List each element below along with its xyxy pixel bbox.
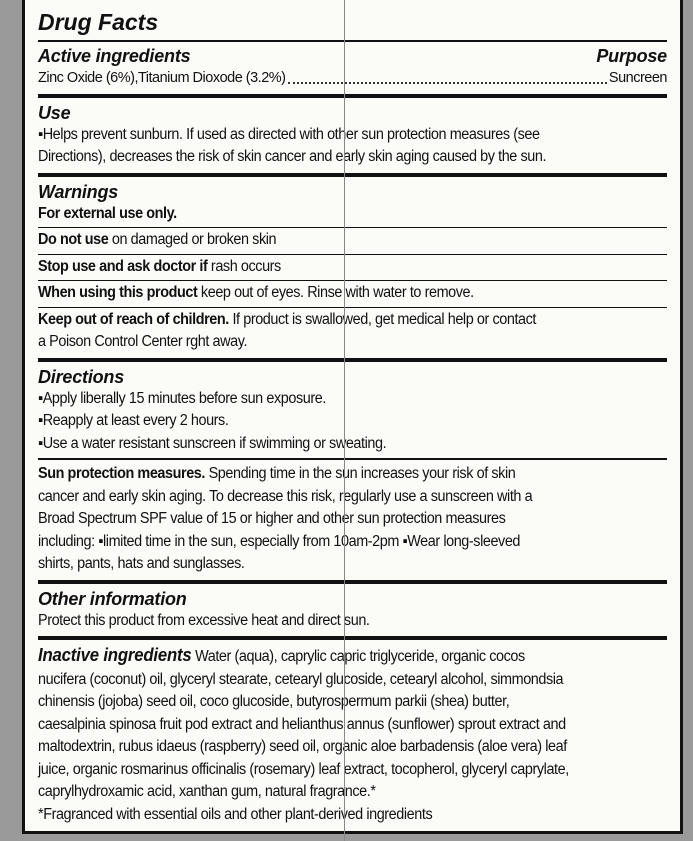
drug-facts-panel — [22, 0, 683, 834]
divider — [38, 227, 667, 228]
inactive-heading: Inactive ingredients — [38, 645, 192, 665]
sun-line: including: ▪limited time in the sun, especially from 10am-2pm ▪Wear long-sleeved — [38, 532, 521, 550]
active-ingredient: Zinc Oxide (6%),Titanium Dioxode (3.2%) — [38, 70, 286, 86]
divider — [38, 307, 667, 308]
warnings-heading: Warnings — [38, 181, 119, 202]
direction-item: ▪Reapply at least every 2 hours. — [38, 412, 229, 429]
dot-leader — [288, 67, 607, 84]
divider — [38, 358, 667, 362]
divider — [38, 94, 667, 98]
when-using — [38, 282, 623, 305]
label: Sun protection measures. — [38, 465, 205, 482]
inactive-line: juice, organic rosmarinus officinalis (rosemary) leaf extract, tocopherol, glyceryl caprylate, — [38, 760, 569, 778]
keep-out-of-reach — [38, 309, 623, 332]
use-heading: Use — [38, 102, 71, 123]
text: rash occurs — [207, 257, 281, 275]
divider — [38, 280, 667, 281]
fold-crease — [344, 0, 345, 841]
label: Stop use and ask doctor if — [38, 257, 208, 275]
inactive-line: chinensis (jojoba) seed oil, coco glucoside, butyrospermum parkii (shea) butter, — [38, 693, 510, 710]
stop-use — [38, 256, 623, 279]
external-use: For external use only. — [38, 204, 177, 222]
use-line: Directions), decreases the risk of skin cancer and early skin aging caused by the sun. — [38, 148, 547, 165]
active-ingredient-row — [38, 67, 667, 90]
active-header — [38, 45, 667, 67]
text: on damaged or broken skin — [108, 231, 277, 248]
label: Keep out of reach of children. — [38, 310, 229, 328]
divider — [38, 458, 667, 460]
sun-line: shirts, pants, hats and sunglasses. — [38, 555, 245, 572]
text: keep out of eyes. Rinse with water to remove. — [197, 284, 474, 301]
drug-facts-title: Drug Facts — [38, 9, 159, 35]
direction-item: ▪Use a water resistant sunscreen if swimming or sweating. — [38, 434, 387, 452]
divider — [38, 173, 667, 177]
purpose: Suncreen — [608, 70, 667, 86]
inactive-line: nucifera (coconut) oil, glyceryl stearate, cetearyl glucoside, cetearyl alcohol, simmondsia — [38, 670, 564, 688]
directions-heading: Directions — [38, 366, 125, 387]
footnote: *Fragranced with essential oils and other plant-derived ingredients — [38, 805, 433, 823]
inactive-line: maltodextrin, rubus idaeus (raspberry) seed oil, organic aloe barbadensis (aloe vera) leaf — [38, 738, 567, 755]
other-info-text: Protect this product from excessive heat and direct sun. — [38, 611, 370, 629]
active-ingredients-heading: Active ingredients — [38, 46, 191, 66]
inactive-line: caesalpinia spinosa fruit pod extract and helianthus annus (sunflower) sprout extract and — [38, 715, 566, 733]
sun-line: Broad Spectrum SPF value of 15 or higher and other sun protection measures — [38, 510, 506, 527]
do-not-use — [38, 229, 623, 252]
divider — [38, 636, 667, 640]
purpose-heading: Purpose — [596, 46, 667, 66]
keep-out-line2: a Poison Control Center rght away. — [38, 333, 248, 350]
other-info-heading: Other information — [38, 588, 187, 609]
label: Do not use — [38, 231, 109, 248]
divider — [38, 40, 667, 42]
text: If product is swallowed, get medical help or contact — [228, 310, 537, 328]
use-line: ▪Helps prevent sunburn. If used as directed with other sun protection measures (see — [38, 125, 540, 143]
divider — [38, 580, 667, 584]
inactive-ingredients — [38, 644, 623, 669]
direction-item: ▪Apply liberally 15 minutes before sun exposure. — [38, 389, 326, 407]
sun-line: cancer and early skin aging. To decrease this risk, regularly use a sunscreen with a — [38, 487, 533, 505]
divider — [38, 254, 667, 255]
text: Water (aqua), caprylic capric triglyceride, organic cocos — [191, 648, 525, 665]
inactive-line: caprylhydroxamic acid, xanthan gum, natural fragrance.* — [38, 783, 376, 800]
label: When using this product — [38, 284, 198, 301]
text: Spending time in the sun increases your risk of skin — [204, 465, 516, 482]
sun-protection — [38, 463, 623, 486]
